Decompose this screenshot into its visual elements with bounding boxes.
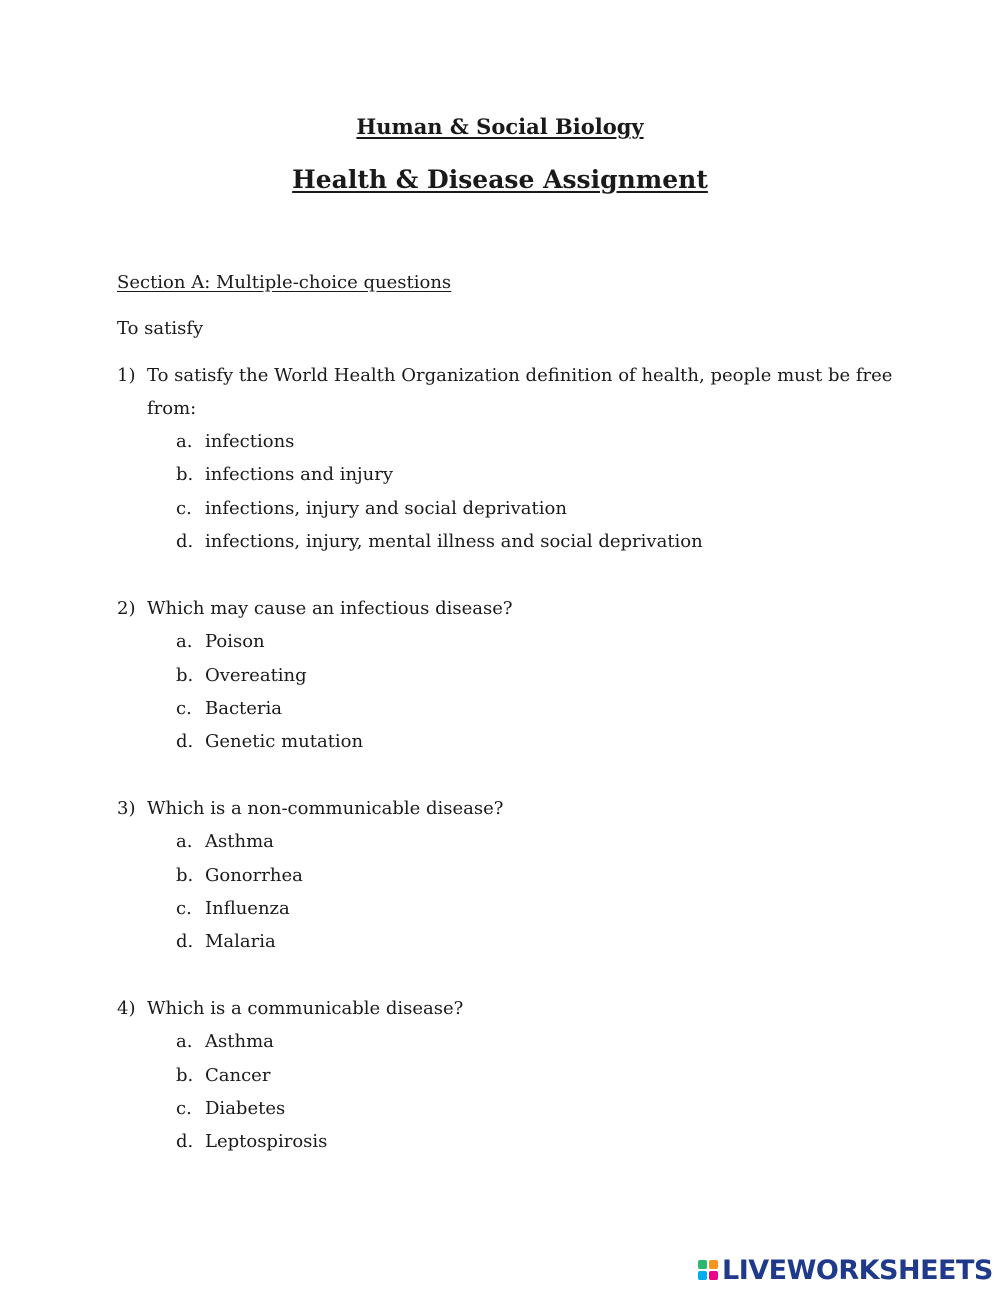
question-2-option-b-letter: b. — [176, 665, 194, 686]
question-1-option-a: infections — [205, 431, 295, 452]
question-2-text: Which may cause an infectious disease? — [147, 598, 513, 619]
question-1-option-b: infections and injury — [205, 464, 393, 485]
question-2-option-d-letter: d. — [176, 731, 194, 752]
question-1-option-d-letter: d. — [176, 531, 194, 552]
question-4-option-d: Leptospirosis — [205, 1131, 328, 1152]
question-2-option-d: Genetic mutation — [205, 731, 364, 752]
logo-square-l — [698, 1260, 707, 1269]
question-1-text: To satisfy the World Health Organization definition of health, people must be free — [147, 365, 893, 386]
logo-square-e — [709, 1271, 718, 1280]
logo-square-i — [709, 1260, 718, 1269]
question-1-option-a-letter: a. — [176, 431, 193, 452]
question-1-option-c-letter: c. — [176, 498, 192, 519]
question-3-option-a: Asthma — [205, 831, 274, 852]
question-3-option-c: Influenza — [205, 898, 290, 919]
question-2-option-c: Bacteria — [205, 698, 283, 719]
question-3-number: 3) — [117, 798, 136, 819]
question-3-option-c-letter: c. — [176, 898, 192, 919]
question-4-text: Which is a communicable disease? — [147, 998, 464, 1019]
question-3-option-d-letter: d. — [176, 931, 194, 952]
course-title: Human & Social Biology — [356, 114, 644, 139]
question-1-option-b-letter: b. — [176, 464, 194, 485]
question-4-option-c-letter: c. — [176, 1098, 192, 1119]
question-3-text: Which is a non-communicable disease? — [147, 798, 504, 819]
logo-squares-icon — [698, 1260, 718, 1280]
question-2-option-b: Overeating — [205, 665, 307, 686]
question-1-option-d: infections, injury, mental illness and social deprivation — [205, 531, 703, 552]
question-4-option-b: Cancer — [205, 1065, 271, 1086]
question-3-option-d: Malaria — [205, 931, 276, 952]
question-1-text-continued: from: — [147, 398, 197, 419]
question-2-option-c-letter: c. — [176, 698, 192, 719]
question-3-option-b: Gonorrhea — [205, 865, 303, 886]
assignment-title: Health & Disease Assignment — [292, 165, 708, 194]
question-3-option-a-letter: a. — [176, 831, 193, 852]
section-title: Section A: Multiple-choice questions — [117, 272, 452, 293]
question-2-number: 2) — [117, 598, 136, 619]
question-4-option-c: Diabetes — [205, 1098, 286, 1119]
question-4-option-b-letter: b. — [176, 1065, 194, 1086]
section-intro: To satisfy — [117, 318, 204, 339]
liveworksheets-logo[interactable] — [698, 1255, 993, 1285]
logo-text: LIVEWORKSHEETS — [722, 1254, 993, 1286]
question-4-option-d-letter: d. — [176, 1131, 194, 1152]
question-3-option-b-letter: b. — [176, 865, 194, 886]
question-4-option-a-letter: a. — [176, 1031, 193, 1052]
question-2-option-a: Poison — [205, 631, 265, 652]
question-2-option-a-letter: a. — [176, 631, 193, 652]
question-1-option-c: infections, injury and social deprivation — [205, 498, 567, 519]
logo-square-v — [698, 1271, 707, 1280]
question-4-option-a: Asthma — [205, 1031, 274, 1052]
question-1-number: 1) — [117, 365, 136, 386]
question-4-number: 4) — [117, 998, 136, 1019]
